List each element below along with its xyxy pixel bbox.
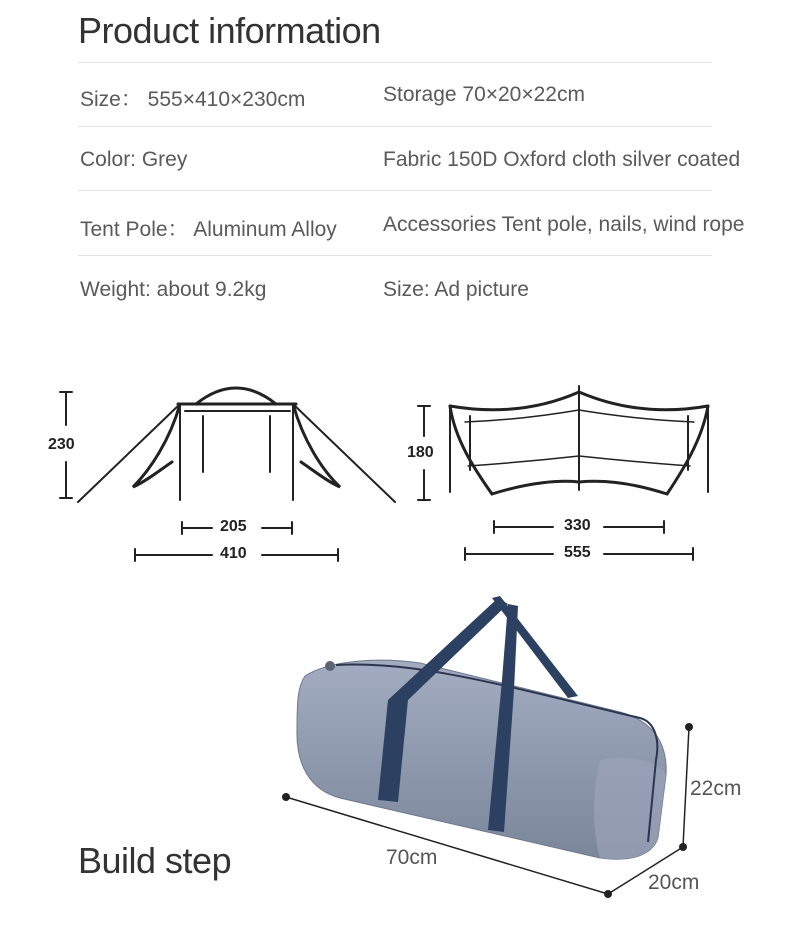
divider bbox=[78, 126, 712, 127]
page-title: Product information bbox=[78, 10, 381, 51]
storage-bag-image bbox=[270, 585, 740, 915]
spec-weight: Weight: about 9.2kg bbox=[80, 278, 267, 301]
bag-depth-label: 20cm bbox=[648, 871, 700, 894]
side-height-label: 230 bbox=[48, 436, 75, 453]
tent-front-view-diagram bbox=[400, 370, 790, 570]
side-inner-width-label: 205 bbox=[220, 518, 247, 535]
divider bbox=[78, 190, 712, 191]
bag-height-label: 22cm bbox=[690, 777, 742, 800]
front-inner-width-label: 330 bbox=[564, 517, 591, 534]
spec-color: Color: Grey bbox=[80, 148, 188, 171]
spec-tent-pole: Tent Pole： Aluminum Alloy bbox=[80, 218, 337, 241]
spec-size-note: Size: Ad picture bbox=[383, 278, 529, 301]
divider bbox=[78, 255, 712, 256]
spec-storage: Storage 70×20×22cm bbox=[383, 83, 585, 106]
spec-size: Size： 555×410×230cm bbox=[80, 88, 306, 111]
divider bbox=[78, 62, 712, 63]
side-outer-width-label: 410 bbox=[220, 545, 247, 562]
build-step-heading: Build step bbox=[78, 840, 232, 881]
spec-fabric: Fabric 150D Oxford cloth silver coated bbox=[383, 148, 741, 171]
front-outer-width-label: 555 bbox=[564, 544, 591, 561]
bag-length-label: 70cm bbox=[386, 846, 438, 869]
front-height-label: 180 bbox=[407, 444, 434, 461]
spec-accessories: Accessories Tent pole, nails, wind rope bbox=[383, 213, 745, 236]
tent-side-view-diagram bbox=[0, 370, 400, 570]
